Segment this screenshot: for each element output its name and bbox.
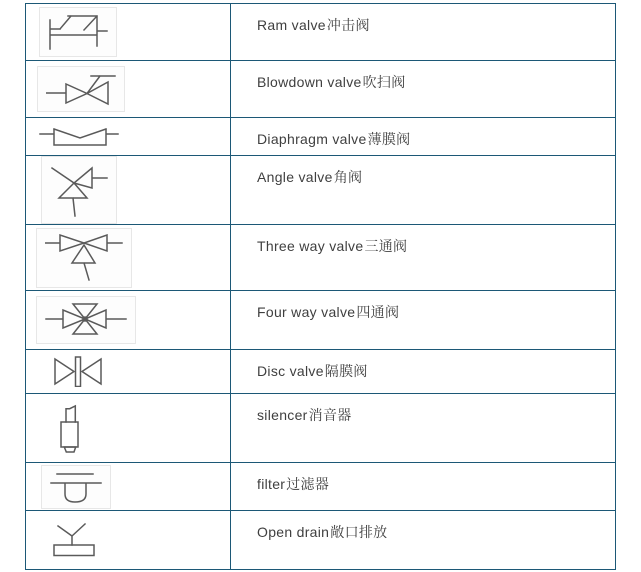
symbol-box <box>39 127 119 147</box>
name-cell <box>231 156 615 224</box>
symbol-cell <box>26 350 231 393</box>
symbol-cell <box>26 291 231 349</box>
name-chinese: 消音器 <box>308 407 352 423</box>
diaphragm-valve-icon <box>39 127 119 147</box>
table-row <box>26 350 615 394</box>
table-row <box>26 463 615 511</box>
name-cell <box>231 61 615 117</box>
name-english: silencer <box>257 407 308 423</box>
name-cell <box>231 118 615 155</box>
name-english: Four way valve <box>257 304 356 320</box>
name-english: Angle valve <box>257 169 333 185</box>
name-english: Three way valve <box>257 238 364 254</box>
ram-valve-icon <box>48 13 108 51</box>
symbol-box <box>41 156 117 224</box>
name-chinese: 角阀 <box>333 169 363 185</box>
filter-icon <box>50 471 102 503</box>
valve-symbol-legend-table <box>25 3 616 570</box>
name-chinese: 隔膜阀 <box>324 363 368 379</box>
name-cell <box>231 225 615 290</box>
name-cell <box>231 291 615 349</box>
symbol-box <box>36 228 132 288</box>
symbol-box <box>54 356 102 387</box>
symbol-cell <box>26 225 231 290</box>
table-row <box>26 394 615 463</box>
symbol-cell <box>26 61 231 117</box>
table-row <box>26 156 615 225</box>
symbol-box <box>41 465 111 509</box>
name-cell <box>231 394 615 462</box>
name-english: filter <box>257 476 286 492</box>
angle-valve-icon <box>50 162 108 218</box>
blowdown-valve-icon <box>46 72 116 106</box>
name-english: Blowdown valve <box>257 74 362 90</box>
symbol-box <box>39 7 117 57</box>
symbol-cell <box>26 511 231 569</box>
symbol-cell <box>26 4 231 60</box>
silencer-icon <box>59 402 81 454</box>
name-cell <box>231 463 615 510</box>
name-chinese: 过滤器 <box>286 476 330 492</box>
symbol-box <box>53 522 97 558</box>
symbol-cell <box>26 394 231 462</box>
name-chinese: 吹扫阀 <box>362 74 406 90</box>
name-chinese: 三通阀 <box>364 238 408 254</box>
name-chinese: 四通阀 <box>356 304 400 320</box>
symbol-box <box>59 402 81 454</box>
name-chinese: 薄膜阀 <box>367 131 411 147</box>
symbol-cell <box>26 156 231 224</box>
name-cell <box>231 4 615 60</box>
table-row <box>26 4 615 61</box>
name-cell <box>231 511 615 569</box>
name-english: Ram valve <box>257 17 326 33</box>
name-chinese: 敞口排放 <box>330 524 388 540</box>
table-row <box>26 511 615 569</box>
name-chinese: 冲击阀 <box>326 17 370 33</box>
symbol-box <box>36 296 136 344</box>
three-way-valve-icon <box>45 234 123 282</box>
table-row <box>26 61 615 118</box>
open-drain-icon <box>53 522 97 558</box>
table-row <box>26 225 615 291</box>
disc-valve-icon <box>54 356 102 387</box>
name-english: Open drain <box>257 524 330 540</box>
table-row <box>26 291 615 350</box>
name-cell <box>231 350 615 393</box>
table-row <box>26 118 615 156</box>
symbol-box <box>37 66 125 112</box>
symbol-cell <box>26 463 231 510</box>
four-way-valve-icon <box>45 302 127 338</box>
name-english: Diaphragm valve <box>257 131 367 147</box>
name-english: Disc valve <box>257 363 324 379</box>
symbol-cell <box>26 118 231 155</box>
